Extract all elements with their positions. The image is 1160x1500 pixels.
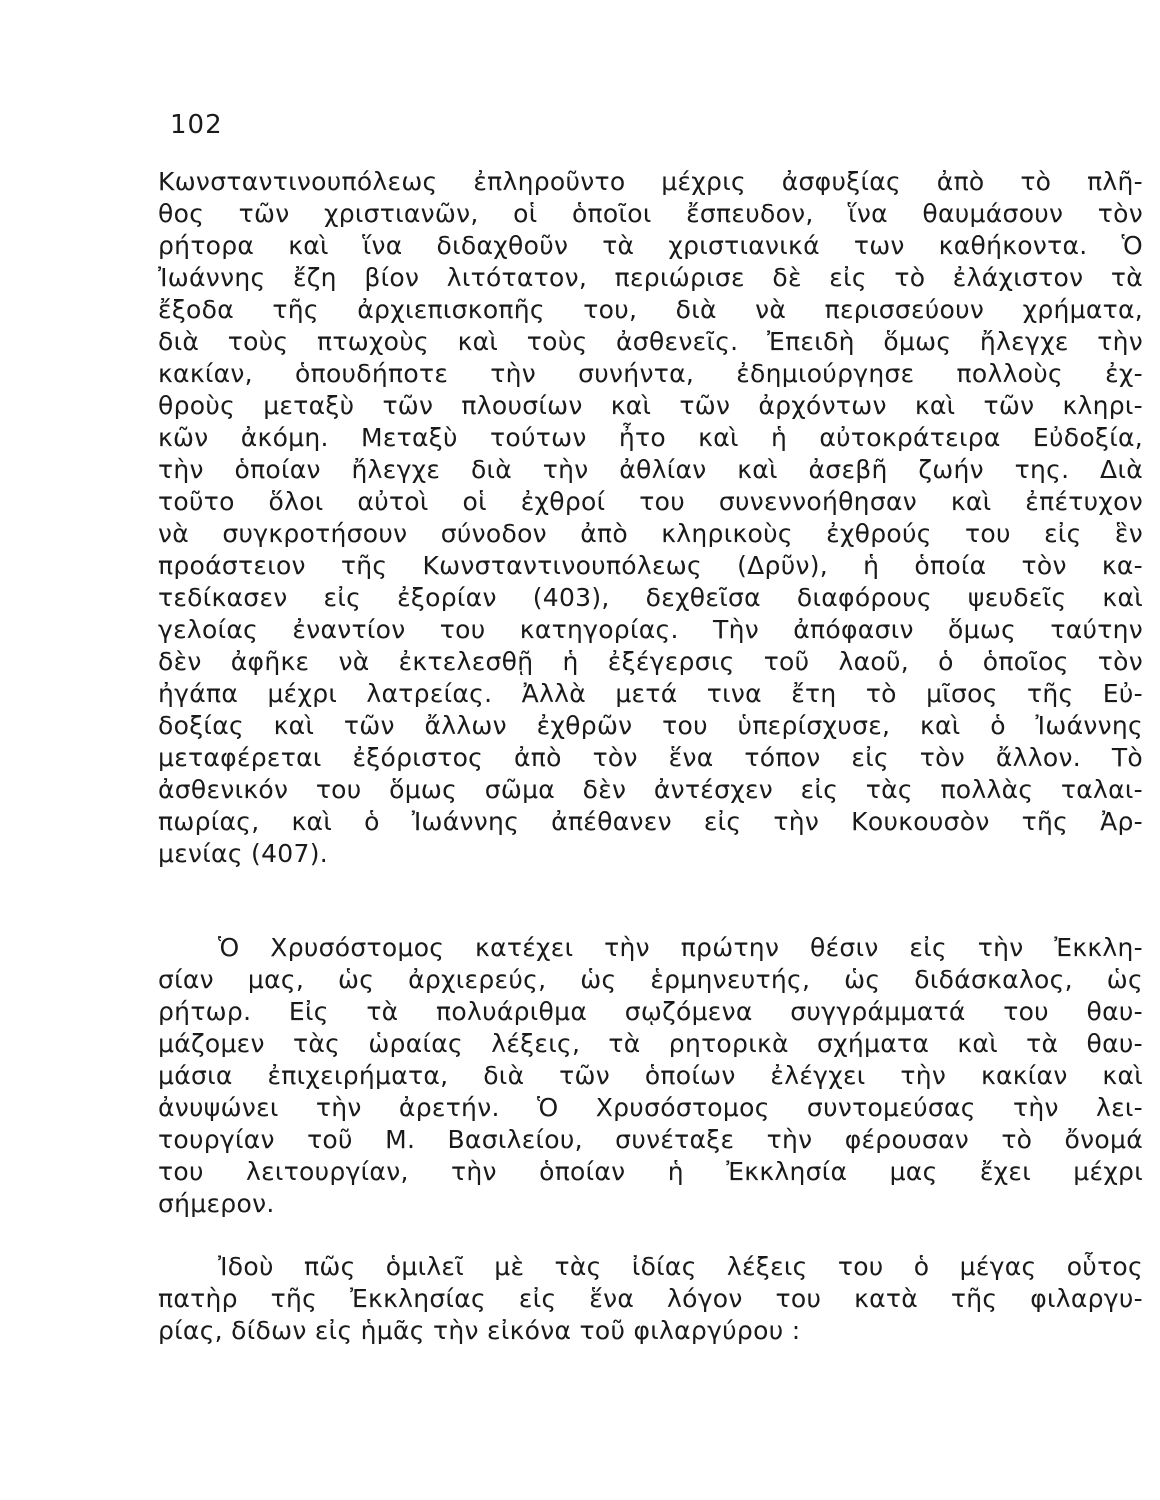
text-line: Ἰωάννης ἔζη βίον λιτότατον, περιώρισε δὲ εἰς τὸ ἐλάχιστον τὰ: [158, 263, 1143, 292]
text-line: σήμερον.: [158, 1189, 275, 1218]
paragraph-1: [158, 166, 1143, 870]
text-line: τουργίαν τοῦ Μ. Βασιλείου, συνέταξε τὴν φέρουσαν τὸ ὄνομά: [158, 1125, 1143, 1154]
text-line: δοξίας καὶ τῶν ἄλλων ἐχθρῶν του ὑπερίσχυσε, καὶ ὁ Ἰωάννης: [158, 711, 1143, 740]
text-line: κακίαν, ὁπουδήποτε τὴν συνήντα, ἐδημιούργησε πολλοὺς ἐχ-: [158, 359, 1143, 388]
text-line: μάσια ἐπιχειρήματα, διὰ τῶν ὁποίων ἐλέγχει τὴν κακίαν καὶ: [158, 1061, 1143, 1090]
text-line: τοῦτο ὅλοι αὐτοὶ οἱ ἐχθροί του συνεννοήθησαν καὶ ἐπέτυχον: [158, 487, 1143, 516]
text-line: ἀνυψώνει τὴν ἀρετήν. Ὁ Χρυσόστομος συντομεύσας τὴν λει-: [158, 1093, 1143, 1122]
text-line: Κωνσταντινουπόλεως ἐπληροῦντο μέχρις ἀσφυξίας ἀπὸ τὸ πλῆ-: [158, 167, 1143, 196]
text-line: μάζομεν τὰς ὡραίας λέξεις, τὰ ρητορικὰ σχήματα καὶ τὰ θαυ-: [158, 1029, 1143, 1058]
text-line: ἠγάπα μέχρι λατρείας. Ἀλλὰ μετά τινα ἔτη τὸ μῖσος τῆς Εὐ-: [158, 679, 1143, 708]
text-line: πατὴρ τῆς Ἐκκλησίας εἰς ἕνα λόγον του κατὰ τῆς φιλαργυ-: [158, 1284, 1143, 1313]
text-line: μενίας (407).: [158, 839, 329, 868]
text-line: Ὁ Χρυσόστομος κατέχει τὴν πρώτην θέσιν εἰς τὴν Ἐκκλη-: [218, 933, 1143, 962]
text-line: διὰ τοὺς πτωχοὺς καὶ τοὺς ἀσθενεῖς. Ἐπειδὴ ὅμως ἤλεγχε τὴν: [158, 327, 1143, 356]
text-line: ρίας, δίδων εἰς ἡμᾶς τὴν εἰκόνα τοῦ φιλαργύρου :: [158, 1316, 801, 1345]
text-line: δὲν ἀφῆκε νὰ ἐκτελεσθῇ ἡ ἐξέγερσις τοῦ λαοῦ, ὁ ὁποῖος τὸν: [158, 647, 1143, 676]
text-line: ρήτωρ. Εἰς τὰ πολυάριθμα σῳζόμενα συγγράμματά του θαυ-: [158, 997, 1143, 1026]
text-line: Ἰδοὺ πῶς ὁμιλεῖ μὲ τὰς ἰδίας λέξεις του ὁ μέγας οὗτος: [218, 1252, 1143, 1281]
text-line: γελοίας ἐναντίον του κατηγορίας. Τὴν ἀπόφασιν ὅμως ταύτην: [158, 615, 1143, 644]
text-line: τεδίκασεν εἰς ἐξορίαν (403), δεχθεῖσα διαφόρους ψευδεῖς καὶ: [158, 583, 1143, 612]
text-line: σίαν μας, ὡς ἀρχιερεύς, ὡς ἑρμηνευτής, ὡς διδάσκαλος, ὡς: [158, 965, 1143, 994]
paragraph-2: [158, 932, 1143, 1220]
text-line: νὰ συγκροτήσουν σύνοδον ἀπὸ κληρικοὺς ἐχθρούς του εἰς ἓν: [158, 519, 1143, 548]
text-line: ρήτορα καὶ ἵνα διδαχθοῦν τὰ χριστιανικά των καθήκοντα. Ὁ: [158, 231, 1143, 260]
paragraph-3: [158, 1251, 1143, 1347]
text-line: του λειτουργίαν, τὴν ὁποίαν ἡ Ἐκκλησία μας ἔχει μέχρι: [158, 1157, 1143, 1186]
text-line: ἀσθενικόν του ὅμως σῶμα δὲν ἀντέσχεν εἰς τὰς πολλὰς ταλαι-: [158, 775, 1143, 804]
page-number: 102: [170, 110, 223, 140]
text-line: θος τῶν χριστιανῶν, οἱ ὁποῖοι ἔσπευδον, ἵνα θαυμάσουν τὸν: [158, 199, 1143, 228]
text-line: πωρίας, καὶ ὁ Ἰωάννης ἀπέθανεν εἰς τὴν Κουκουσὸν τῆς Ἀρ-: [158, 807, 1143, 836]
text-line: θροὺς μεταξὺ τῶν πλουσίων καὶ τῶν ἀρχόντων καὶ τῶν κληρι-: [158, 391, 1143, 420]
text-line: προάστειον τῆς Κωνσταντινουπόλεως (Δρῦν), ἡ ὁποία τὸν κα-: [158, 551, 1143, 580]
text-line: τὴν ὁποίαν ἤλεγχε διὰ τὴν ἀθλίαν καὶ ἀσεβῆ ζωήν της. Διὰ: [158, 455, 1143, 484]
text-line: ἔξοδα τῆς ἀρχιεπισκοπῆς του, διὰ νὰ περισσεύουν χρήματα,: [158, 295, 1143, 324]
text-line: κῶν ἀκόμη. Μεταξὺ τούτων ἦτο καὶ ἡ αὐτοκράτειρα Εὐδοξία,: [158, 423, 1143, 452]
text-line: μεταφέρεται ἐξόριστος ἀπὸ τὸν ἕνα τόπον εἰς τὸν ἄλλον. Τὸ: [158, 743, 1143, 772]
